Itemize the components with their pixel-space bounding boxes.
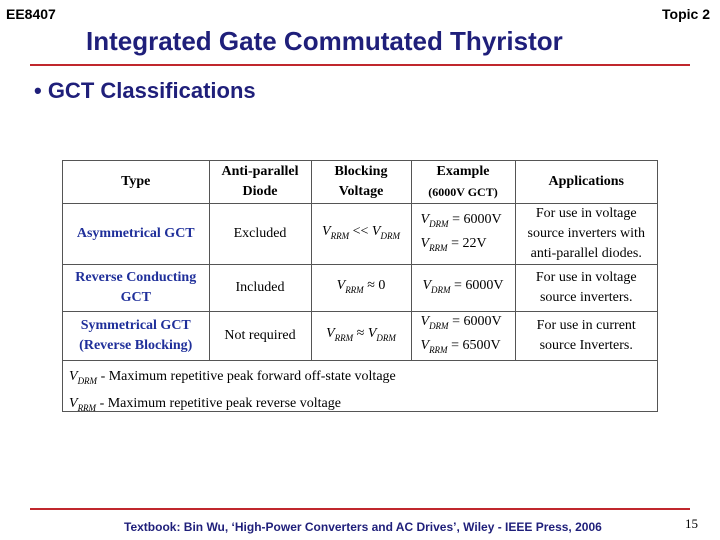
- gct-table: [63, 161, 657, 361]
- applications-cell: For use in voltage source inverters.: [515, 265, 657, 312]
- header-example: Example (6000V GCT): [411, 161, 515, 204]
- textbook-citation: Textbook: Bin Wu, ‘High-Power Converters and AC Drives’, Wiley - IEEE Press, 2006: [124, 520, 602, 534]
- title-divider: [30, 64, 690, 66]
- header-blocking: Blocking Voltage: [311, 161, 411, 204]
- example-cell: $V_{DRM} = 6000V$: [411, 265, 515, 312]
- footer-divider: [30, 508, 690, 510]
- header-type: Type: [63, 161, 209, 204]
- type-cell: Asymmetrical GCT: [63, 204, 209, 265]
- applications-cell: For use in voltage source inverters with anti-parallel diodes.: [515, 204, 657, 265]
- diode-cell: Included: [209, 265, 311, 312]
- example-cell: $V_{DRM} = 6000V$ $V_{RRM} = 6500V$: [411, 312, 515, 361]
- table-row: [63, 312, 657, 361]
- page-number: 15: [685, 516, 698, 531]
- gct-classification-table: [62, 160, 658, 412]
- note-vdrm: $V_{DRM}$ - Maximum repetitive peak forward off-state voltage: [69, 368, 396, 386]
- slide-title: Integrated Gate Commutated Thyristor: [86, 26, 563, 56]
- note-vrrm: $V_{RRM}$ - Maximum repetitive peak reverse voltage: [69, 396, 341, 414]
- diode-cell: Excluded: [209, 204, 311, 265]
- applications-cell: For use in current source Inverters.: [515, 312, 657, 361]
- diode-cell: Not required: [209, 312, 311, 361]
- example-cell: $V_{DRM} = 6000V$ $V_{RRM} = 22V$: [411, 204, 515, 265]
- blocking-cell: $V_{RRM} << V_{DRM}$: [311, 204, 411, 265]
- header-applications: Applications: [515, 161, 657, 204]
- course-code: EE8407: [6, 6, 56, 22]
- table-row: [63, 265, 657, 312]
- blocking-cell: $V_{RRM} \approx V_{DRM}$: [311, 312, 411, 361]
- table-row: [63, 204, 657, 265]
- topic-label: Topic 2: [662, 6, 710, 22]
- bullet-heading: • GCT Classifications: [34, 78, 256, 103]
- type-cell: Symmetrical GCT (Reverse Blocking): [63, 312, 209, 361]
- type-cell: Reverse Conducting GCT: [63, 265, 209, 312]
- table-notes: [63, 361, 657, 425]
- table-header-row: [63, 161, 657, 204]
- header-diode: Anti-parallel Diode: [209, 161, 311, 204]
- blocking-cell: $V_{RRM} \approx 0$: [311, 265, 411, 312]
